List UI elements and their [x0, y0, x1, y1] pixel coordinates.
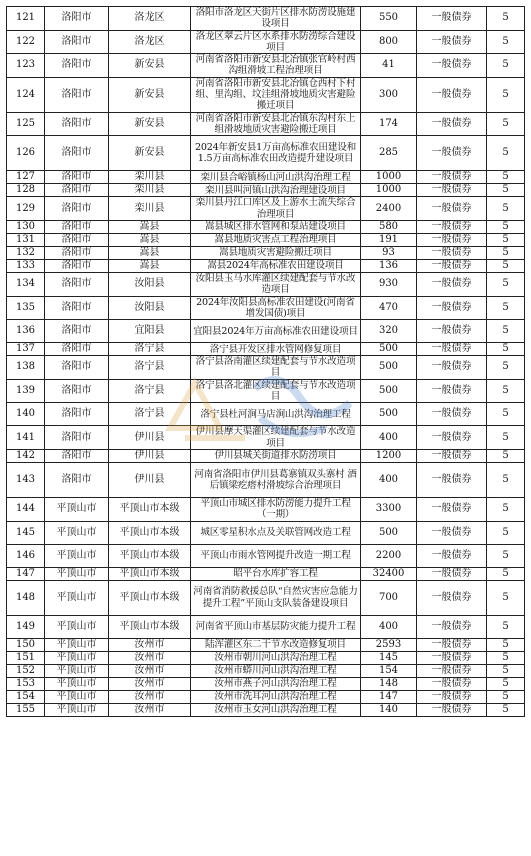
city-cell: 洛阳市 [45, 272, 109, 296]
row-number: 140 [7, 403, 45, 426]
city-cell: 洛阳市 [45, 296, 109, 320]
county-cell: 伊川县 [109, 426, 191, 450]
county-cell: 嵩县 [109, 220, 191, 233]
table-row [7, 638, 525, 651]
bond-type-cell: 一般债券 [417, 77, 487, 112]
term-cell: 5 [487, 615, 525, 638]
city-cell: 洛阳市 [45, 403, 109, 426]
row-number: 132 [7, 246, 45, 259]
amount-cell: 191 [361, 233, 417, 246]
bond-type-cell: 一般债券 [417, 246, 487, 259]
amount-cell: 500 [361, 403, 417, 426]
bond-project-table [6, 6, 525, 717]
bond-type-cell: 一般债券 [417, 567, 487, 580]
city-cell: 平顶山市 [45, 567, 109, 580]
county-cell: 汝阳县 [109, 296, 191, 320]
project-name-cell: 2024年新安县1万亩高标准农田建设和1.5万亩高标准农田改造提升建设项目 [191, 136, 361, 171]
county-cell: 新安县 [109, 136, 191, 171]
county-cell: 平顶山市本级 [109, 521, 191, 544]
row-number: 141 [7, 426, 45, 450]
city-cell: 洛阳市 [45, 77, 109, 112]
term-cell: 5 [487, 259, 525, 272]
table-row [7, 664, 525, 677]
row-number: 124 [7, 77, 45, 112]
project-name-cell: 河南省洛阳市伊川县葛寨镇双头寨村 酒后镇梁疙瘩村滑坡综合治理项目 [191, 462, 361, 497]
row-number: 151 [7, 651, 45, 664]
project-name-cell: 洛阳市洛龙区天街片区排水防涝设施建设项目 [191, 7, 361, 31]
project-name-cell: 平顶山市雨水管网提升改造一期工程 [191, 544, 361, 567]
table-row [7, 259, 525, 272]
row-number: 148 [7, 580, 45, 615]
city-cell: 平顶山市 [45, 521, 109, 544]
county-cell: 嵩县 [109, 233, 191, 246]
term-cell: 5 [487, 703, 525, 716]
project-name-cell: 嵩县地质灾害点工程治理项目 [191, 233, 361, 246]
bond-type-cell: 一般债券 [417, 7, 487, 31]
term-cell: 5 [487, 320, 525, 343]
term-cell: 5 [487, 184, 525, 197]
row-number: 134 [7, 272, 45, 296]
project-name-cell: 汝州市洗耳河山洪沟治理工程 [191, 690, 361, 703]
row-number: 152 [7, 664, 45, 677]
county-cell: 宜阳县 [109, 320, 191, 343]
row-number: 128 [7, 184, 45, 197]
table-row [7, 112, 525, 136]
term-cell: 5 [487, 544, 525, 567]
table-row [7, 233, 525, 246]
table-row [7, 356, 525, 380]
county-cell: 汝州市 [109, 703, 191, 716]
county-cell: 嵩县 [109, 259, 191, 272]
table-row [7, 184, 525, 197]
county-cell: 伊川县 [109, 462, 191, 497]
city-cell: 平顶山市 [45, 638, 109, 651]
project-name-cell: 伊川县摩天渠灌区续建配套与节水改造项目 [191, 426, 361, 450]
bond-type-cell: 一般债券 [417, 615, 487, 638]
amount-cell: 700 [361, 580, 417, 615]
bond-type-cell: 一般债券 [417, 54, 487, 78]
amount-cell: 147 [361, 690, 417, 703]
project-name-cell: 河南省消防救援总队“自然灾害应急能力提升工程”平顶山支队装备建设项目 [191, 580, 361, 615]
amount-cell: 2200 [361, 544, 417, 567]
row-number: 135 [7, 296, 45, 320]
amount-cell: 500 [361, 356, 417, 380]
row-number: 153 [7, 677, 45, 690]
row-number: 125 [7, 112, 45, 136]
project-name-cell: 河南省洛阳市新安县北冶镇东沟村东上组滑坡地质灾害避险搬迁项目 [191, 112, 361, 136]
table-row [7, 246, 525, 259]
county-cell: 平顶山市本级 [109, 580, 191, 615]
bond-type-cell: 一般债券 [417, 521, 487, 544]
amount-cell: 400 [361, 426, 417, 450]
amount-cell: 1000 [361, 184, 417, 197]
amount-cell: 500 [361, 343, 417, 356]
city-cell: 洛阳市 [45, 426, 109, 450]
table-row [7, 30, 525, 54]
term-cell: 5 [487, 521, 525, 544]
city-cell: 洛阳市 [45, 449, 109, 462]
project-name-cell: 河南省平顶山市基层防灾能力提升工程 [191, 615, 361, 638]
city-cell: 平顶山市 [45, 651, 109, 664]
table-row [7, 497, 525, 521]
table-row [7, 521, 525, 544]
table-row [7, 343, 525, 356]
table-row [7, 220, 525, 233]
table-row [7, 379, 525, 403]
row-number: 146 [7, 544, 45, 567]
project-name-cell: 洛宁县洛南灌区续建配套与节水改造项目 [191, 356, 361, 380]
bond-type-cell: 一般债券 [417, 272, 487, 296]
bond-type-cell: 一般债券 [417, 233, 487, 246]
county-cell: 洛宁县 [109, 379, 191, 403]
county-cell: 伊川县 [109, 449, 191, 462]
row-number: 150 [7, 638, 45, 651]
project-name-cell: 汝州市玉女河山洪沟治理工程 [191, 703, 361, 716]
row-number: 149 [7, 615, 45, 638]
project-name-cell: 昭平台水库扩容工程 [191, 567, 361, 580]
row-number: 137 [7, 343, 45, 356]
term-cell: 5 [487, 30, 525, 54]
city-cell: 平顶山市 [45, 544, 109, 567]
bond-type-cell: 一般债券 [417, 112, 487, 136]
county-cell: 洛宁县 [109, 356, 191, 380]
amount-cell: 400 [361, 615, 417, 638]
project-name-cell: 陆浑灌区东二干节水改造修复项目 [191, 638, 361, 651]
amount-cell: 470 [361, 296, 417, 320]
city-cell: 洛阳市 [45, 197, 109, 221]
term-cell: 5 [487, 690, 525, 703]
table-row [7, 136, 525, 171]
city-cell: 洛阳市 [45, 220, 109, 233]
bond-type-cell: 一般债券 [417, 197, 487, 221]
bond-type-cell: 一般债券 [417, 651, 487, 664]
term-cell: 5 [487, 343, 525, 356]
term-cell: 5 [487, 54, 525, 78]
table-row [7, 171, 525, 184]
row-number: 130 [7, 220, 45, 233]
county-cell: 栾川县 [109, 184, 191, 197]
county-cell: 新安县 [109, 112, 191, 136]
project-name-cell: 河南省洛阳市新安县北冶镇张官岭村西沟组滑坡工程治理项目 [191, 54, 361, 78]
city-cell: 洛阳市 [45, 233, 109, 246]
county-cell: 嵩县 [109, 246, 191, 259]
county-cell: 汝州市 [109, 638, 191, 651]
table-row [7, 197, 525, 221]
row-number: 143 [7, 462, 45, 497]
row-number: 144 [7, 497, 45, 521]
table-row [7, 320, 525, 343]
city-cell: 洛阳市 [45, 356, 109, 380]
amount-cell: 154 [361, 664, 417, 677]
city-cell: 平顶山市 [45, 497, 109, 521]
county-cell: 汝州市 [109, 664, 191, 677]
county-cell: 汝州市 [109, 677, 191, 690]
term-cell: 5 [487, 497, 525, 521]
project-name-cell: 汝阳县玉马水库灌区续建配套与节水改造项目 [191, 272, 361, 296]
bond-type-cell: 一般债券 [417, 690, 487, 703]
table-row [7, 449, 525, 462]
bond-type-cell: 一般债券 [417, 426, 487, 450]
bond-type-cell: 一般债券 [417, 677, 487, 690]
bond-type-cell: 一般债券 [417, 343, 487, 356]
row-number: 127 [7, 171, 45, 184]
city-cell: 平顶山市 [45, 690, 109, 703]
city-cell: 洛阳市 [45, 184, 109, 197]
project-name-cell: 2024年汝阳县高标准农田建设(河南省增发国债)项目 [191, 296, 361, 320]
table-row [7, 54, 525, 78]
row-number: 122 [7, 30, 45, 54]
amount-cell: 500 [361, 379, 417, 403]
project-name-cell: 伊川县城关街道排水防涝项目 [191, 449, 361, 462]
row-number: 139 [7, 379, 45, 403]
amount-cell: 145 [361, 651, 417, 664]
bond-type-cell: 一般债券 [417, 296, 487, 320]
row-number: 155 [7, 703, 45, 716]
term-cell: 5 [487, 462, 525, 497]
bond-type-cell: 一般债券 [417, 259, 487, 272]
amount-cell: 1200 [361, 449, 417, 462]
amount-cell: 400 [361, 462, 417, 497]
city-cell: 洛阳市 [45, 379, 109, 403]
bond-type-cell: 一般债券 [417, 184, 487, 197]
amount-cell: 174 [361, 112, 417, 136]
amount-cell: 136 [361, 259, 417, 272]
amount-cell: 550 [361, 7, 417, 31]
bond-type-cell: 一般债券 [417, 136, 487, 171]
table-row [7, 296, 525, 320]
county-cell: 洛龙区 [109, 7, 191, 31]
bond-type-cell: 一般债券 [417, 703, 487, 716]
city-cell: 洛阳市 [45, 112, 109, 136]
table-row [7, 567, 525, 580]
table-row [7, 544, 525, 567]
table-row [7, 7, 525, 31]
term-cell: 5 [487, 171, 525, 184]
row-number: 154 [7, 690, 45, 703]
bond-type-cell: 一般债券 [417, 664, 487, 677]
county-cell: 洛宁县 [109, 343, 191, 356]
project-name-cell: 汝州市燕子河山洪沟治理工程 [191, 677, 361, 690]
county-cell: 新安县 [109, 77, 191, 112]
row-number: 147 [7, 567, 45, 580]
project-name-cell: 栾川县叫河镇山洪沟治理建设项目 [191, 184, 361, 197]
amount-cell: 580 [361, 220, 417, 233]
term-cell: 5 [487, 77, 525, 112]
city-cell: 洛阳市 [45, 343, 109, 356]
table-row [7, 403, 525, 426]
table-row [7, 426, 525, 450]
amount-cell: 500 [361, 521, 417, 544]
amount-cell: 2593 [361, 638, 417, 651]
bond-type-cell: 一般债券 [417, 638, 487, 651]
county-cell: 栾川县 [109, 197, 191, 221]
term-cell: 5 [487, 426, 525, 450]
amount-cell: 930 [361, 272, 417, 296]
city-cell: 洛阳市 [45, 259, 109, 272]
amount-cell: 93 [361, 246, 417, 259]
project-name-cell: 汝州市朝川河山洪沟治理工程 [191, 651, 361, 664]
county-cell: 汝阳县 [109, 272, 191, 296]
table-row [7, 462, 525, 497]
term-cell: 5 [487, 112, 525, 136]
bond-type-cell: 一般债券 [417, 497, 487, 521]
bond-type-cell: 一般债券 [417, 449, 487, 462]
row-number: 126 [7, 136, 45, 171]
table-row [7, 677, 525, 690]
row-number: 145 [7, 521, 45, 544]
project-name-cell: 洛宁县开发区排水管网修复项目 [191, 343, 361, 356]
bond-type-cell: 一般债券 [417, 220, 487, 233]
city-cell: 洛阳市 [45, 246, 109, 259]
project-name-cell: 洛龙区翠云片区水系排水防涝综合建设项目 [191, 30, 361, 54]
city-cell: 洛阳市 [45, 320, 109, 343]
county-cell: 平顶山市本级 [109, 567, 191, 580]
city-cell: 平顶山市 [45, 580, 109, 615]
amount-cell: 285 [361, 136, 417, 171]
city-cell: 洛阳市 [45, 54, 109, 78]
bond-type-cell: 一般债券 [417, 462, 487, 497]
project-name-cell: 河南省洛阳市新安县北冶镇仓西村下村组、里沟组、坟洼组滑坡地质灾害避险搬迁项目 [191, 77, 361, 112]
project-name-cell: 洛宁县杜河涧马店涧山洪沟治理工程 [191, 403, 361, 426]
project-name-cell: 嵩县城区排水管网和泵站建设项目 [191, 220, 361, 233]
amount-cell: 1000 [361, 171, 417, 184]
county-cell: 新安县 [109, 54, 191, 78]
term-cell: 5 [487, 449, 525, 462]
term-cell: 5 [487, 677, 525, 690]
amount-cell: 800 [361, 30, 417, 54]
city-cell: 平顶山市 [45, 677, 109, 690]
table-body [7, 7, 525, 717]
amount-cell: 148 [361, 677, 417, 690]
term-cell: 5 [487, 580, 525, 615]
row-number: 136 [7, 320, 45, 343]
table-row [7, 77, 525, 112]
term-cell: 5 [487, 136, 525, 171]
city-cell: 洛阳市 [45, 30, 109, 54]
city-cell: 平顶山市 [45, 615, 109, 638]
term-cell: 5 [487, 651, 525, 664]
term-cell: 5 [487, 296, 525, 320]
table-row [7, 690, 525, 703]
term-cell: 5 [487, 664, 525, 677]
row-number: 129 [7, 197, 45, 221]
county-cell: 平顶山市本级 [109, 497, 191, 521]
project-name-cell: 汝州市蟒川河山洪沟治理工程 [191, 664, 361, 677]
amount-cell: 2400 [361, 197, 417, 221]
row-number: 123 [7, 54, 45, 78]
city-cell: 洛阳市 [45, 171, 109, 184]
project-name-cell: 洛宁县洛北灌区续建配套与节水改造项目 [191, 379, 361, 403]
county-cell: 平顶山市本级 [109, 615, 191, 638]
bond-type-cell: 一般债券 [417, 171, 487, 184]
term-cell: 5 [487, 638, 525, 651]
project-name-cell: 嵩县地质灾害避险搬迁项目 [191, 246, 361, 259]
row-number: 131 [7, 233, 45, 246]
table-row [7, 580, 525, 615]
city-cell: 平顶山市 [45, 703, 109, 716]
term-cell: 5 [487, 233, 525, 246]
amount-cell: 320 [361, 320, 417, 343]
term-cell: 5 [487, 567, 525, 580]
table-row [7, 703, 525, 716]
table-row [7, 651, 525, 664]
term-cell: 5 [487, 403, 525, 426]
term-cell: 5 [487, 379, 525, 403]
project-name-cell: 城区零星积水点及关联管网改造工程 [191, 521, 361, 544]
city-cell: 洛阳市 [45, 136, 109, 171]
amount-cell: 3300 [361, 497, 417, 521]
bond-type-cell: 一般债券 [417, 30, 487, 54]
term-cell: 5 [487, 220, 525, 233]
term-cell: 5 [487, 272, 525, 296]
county-cell: 洛宁县 [109, 403, 191, 426]
amount-cell: 140 [361, 703, 417, 716]
table-row [7, 615, 525, 638]
city-cell: 平顶山市 [45, 664, 109, 677]
bond-type-cell: 一般债券 [417, 580, 487, 615]
bond-type-cell: 一般债券 [417, 320, 487, 343]
project-name-cell: 宜阳县2024年万亩高标准农田建设项目 [191, 320, 361, 343]
amount-cell: 41 [361, 54, 417, 78]
row-number: 133 [7, 259, 45, 272]
project-name-cell: 嵩县2024年高标准农田建设项目 [191, 259, 361, 272]
project-name-cell: 栾川县合峪镇杨山河山洪沟治理工程 [191, 171, 361, 184]
term-cell: 5 [487, 356, 525, 380]
county-cell: 汝州市 [109, 690, 191, 703]
row-number: 121 [7, 7, 45, 31]
project-name-cell: 栾川县丹江口库区及上游水土流失综合治理项目 [191, 197, 361, 221]
bond-type-cell: 一般债券 [417, 403, 487, 426]
county-cell: 栾川县 [109, 171, 191, 184]
city-cell: 洛阳市 [45, 462, 109, 497]
bond-type-cell: 一般债券 [417, 356, 487, 380]
city-cell: 洛阳市 [45, 7, 109, 31]
row-number: 138 [7, 356, 45, 380]
term-cell: 5 [487, 246, 525, 259]
term-cell: 5 [487, 7, 525, 31]
row-number: 142 [7, 449, 45, 462]
amount-cell: 32400 [361, 567, 417, 580]
project-name-cell: 平顶山市城区排水防涝能力提升工程（一期） [191, 497, 361, 521]
table-row [7, 272, 525, 296]
county-cell: 平顶山市本级 [109, 544, 191, 567]
county-cell: 汝州市 [109, 651, 191, 664]
bond-type-cell: 一般债券 [417, 379, 487, 403]
county-cell: 洛龙区 [109, 30, 191, 54]
term-cell: 5 [487, 197, 525, 221]
amount-cell: 300 [361, 77, 417, 112]
bond-type-cell: 一般债券 [417, 544, 487, 567]
